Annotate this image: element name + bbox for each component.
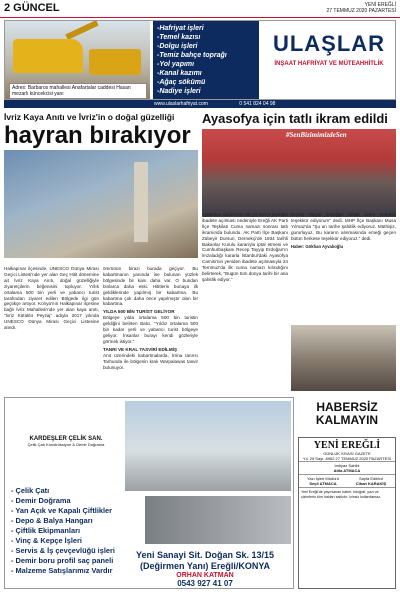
label: Yazı İşleri Müdürü (307, 476, 339, 481)
company-logo (11, 436, 121, 447)
article-ayasofya (202, 112, 396, 217)
services-list (153, 21, 259, 100)
value: Atila ATMACA (333, 468, 361, 473)
rock-relief (134, 162, 148, 242)
ayasofya-photo (202, 129, 396, 217)
service-item: -Dolgu işleri (157, 43, 198, 50)
masthead-sub: GÜNLÜK SİYASİ GAZETE (323, 451, 371, 456)
brand-tagline: İNŞAAT HAFRİYAT VE MÜTEAHHİTLİK (274, 61, 384, 67)
byline: Haber: Gökhan Ayvalıoğlu (291, 243, 344, 249)
ivriz-photo (4, 150, 198, 258)
excavator-body (13, 39, 83, 73)
notice-line: HABERSİZ (316, 400, 378, 414)
label: Sayfa Editörü (358, 476, 383, 481)
service-item: -Yol yapımı (157, 61, 195, 68)
page-label: 2 GÜNCEL (4, 2, 60, 14)
label: İmtiyaz Sahibi (334, 463, 360, 468)
paragraph: Bölgeye yılda ortalama 500 bin turistin geldiğini belirten Balcı, "Yıldız ortalama 500 bin kadar yerli ve yabancı turist bölgeye geliyor. İnsanlar burayı kendi gözleriyle görmek istiyor." (103, 315, 198, 344)
subheading: YILDA 500 BİN TURİST GELİYOR (103, 309, 175, 315)
notice-box (298, 397, 396, 435)
excavator-arm (65, 20, 98, 40)
brand-block (261, 21, 396, 100)
service-item: - Yan Açık ve Kapalı Çiftlikler (11, 506, 113, 515)
paragraph: ömrünün birazı burada geçiyor. Bu kabartmanın yanında ise bulunan yüzlek bölgesinde bir kanı daha var. O bundan binlarca daha eski. Hititlerin bunaya ilk geldiklerinde yapılmış bir kabartma. Bu kabartma çok daha önce yapılmıştır olan bir kabartma. (103, 266, 198, 307)
advert-address: Adres: Barbaros mahallesi Anafartalar caddesi Hasan mezarlı küncekcisi yanı (9, 83, 147, 99)
article-column-2 (103, 266, 198, 370)
article-body (4, 262, 198, 370)
advert-address-2 (115, 550, 294, 588)
page-header (0, 0, 400, 18)
advert-celik[interactable] (4, 397, 294, 589)
masthead-title: YENİ EREĞLİ (313, 440, 381, 451)
article-column: Halkapınar ilçesinde, UNESCO Dünya Mirası Geçici Listesi'nde yer alan Geç Hitit dönemine ait İvriz Kaya Anıtı, doğal güzelliğiyle ziyaretçilerin beğenisini topluyor. Yıllık ortalama 500 bin yerli ve yabancı turist tarafından ziyaret edilen Bölgede ilgi gün geçtikçe artıyor. Konya'nın Halkapınar ilçesine bağlı İvriz Mahallesi'nde yer alan kaya anıtı, "İvriz Kütüklü Peyzaj" adıyla 2017 yılında UNESCO Dünya Mirası Geçici Listesine alındı. (4, 266, 99, 331)
owner-name: ORHAN KATMAN (176, 572, 234, 579)
masthead-staff-row (299, 474, 395, 487)
service-item: - Çiftlik Ekipmanları (11, 526, 80, 535)
hangar-photo (145, 496, 291, 544)
officials-photo (291, 325, 396, 391)
service-item: -Hafriyat işleri (157, 25, 204, 32)
article-kicker: İvriz Kaya Anıtı ve İvriz'in o doğal güzelliği (4, 112, 175, 122)
photo-banner-text: #SenBizimimizdeSen (286, 131, 347, 139)
notice-line: KALMAYIN (315, 413, 379, 427)
service-item: - Depo & Balya Hangarı (11, 516, 93, 525)
masthead-box (298, 437, 396, 589)
brand-logo: ULAŞLAR (272, 31, 386, 56)
service-item: -Nadiye işleri (157, 88, 201, 95)
company-subtitle: Çelik Çatı Konstrüksiyon & Demir Doğrama (27, 442, 105, 447)
excavator-photo (5, 21, 150, 100)
service-item: - Malzeme Satışlarımız Vardır (11, 566, 113, 575)
service-item: -Kanal kazımı (157, 70, 202, 77)
masthead-owner-row (299, 461, 395, 474)
address-text: Yeni Sanayi Sit. Doğan Sk. 13/15 (Değirmen Yanı) Ereğli/KONYA (135, 550, 275, 571)
article-ivriz (4, 112, 198, 149)
article-headline[interactable]: hayran bırakıyor (4, 122, 191, 149)
service-item: - Çelik Çatı (11, 486, 50, 495)
company-name: KARDEŞLER ÇELİK SAN. (29, 436, 103, 442)
service-item: - Demir Doğrama (11, 496, 71, 505)
paper-name: YENİ EREĞLİ (364, 2, 396, 8)
service-item: -Ağaç sökümü (157, 79, 206, 86)
service-item: - Vinç & Kepçe İşleri (11, 536, 82, 545)
advert-contact-bar (4, 100, 396, 108)
masthead-footer: Yeni Ereğli'de yayınlanan haber, fotoğraf, yazı ve çizimlerin tüm hakları saklıdır. İzinsiz kullanılamaz. (299, 487, 395, 501)
paragraph: Recep Tayyip Erdoğan olmak üzere herkese teşekkür ediyorum" dedi. MHP İlçe Başkanı Musa Yılmaz'da "Şu an tarihe şahitlik ediyoruz. Müthişiz, gururluyuz. Bu kararın alınmasında emeği geçen bütün herkese teşekkür ediyoruz." dedi. (291, 212, 396, 241)
service-item: -Temel kazısı (157, 34, 201, 41)
service-item: -Temiz bahçe toprağı (157, 52, 227, 59)
masthead-issue: Yıl: 29 Sayı: 8962 27 TEMMUZ 2020 PAZARTESİ (302, 456, 392, 461)
service-item: - Servis & İş çevçevlüğü işleri (11, 546, 115, 555)
advert-website[interactable]: www.ulaslarhafriyat.com (154, 101, 208, 107)
advert-hafriyat[interactable] (4, 20, 396, 100)
header-right (327, 2, 396, 14)
value: Seçil ATMACA (309, 481, 337, 486)
subheading: TANRI VE KRAL TASVİRİ EDİLMİŞ (103, 346, 178, 352)
article-column-4 (291, 212, 396, 324)
service-item: - Demir boru profil saç paneli (11, 556, 114, 565)
article-headline-2[interactable]: Ayasofya için tatlı ikram edildi (202, 111, 388, 126)
advert-phone[interactable]: 0 541 824 04 98 (239, 101, 276, 107)
value: Cihan KARAKİŞ (355, 481, 387, 486)
article-column-3: Ayasofya Camisi'nin 86 yıl sonra yeniden ibadete açılması nedeniyle Ereğli AK Parti İlçe Teşkilatı Cuma namazı sonrası tatlı ikramında bulundu. AK Parti İlçe Başkanı Zübeyir Dursun, Dernekçi'de 1934 tarihli Bakanlar Kurulu kararıyla iptal etmesi ve Cumhurbaşkanı Recep Tayyip Erdoğan'ın imzaladığı kararla İstanbul'daki Ayasofya Camisi'nin yeniden ibadete açılmasıyla 24 Temmuz'da ilk cuma namazı kılındığını belirterek, "Bugün tüm dünya tarihi bir ana şahitlik ediyor." (202, 212, 288, 282)
issue-date: 27 TEMMUZ 2020 PAZARTESİ (326, 8, 396, 14)
advert-phone-2[interactable]: 0543 927 41 07 (177, 579, 233, 588)
excavator-tracks (89, 49, 141, 75)
building-photo (125, 401, 291, 491)
paragraph: Anıt üzerindeki kabartmalarda, İrrina tanrısı Tarhunda ile bölgenin kralı Warpalawas tasvir bulunuyor. (103, 352, 198, 370)
